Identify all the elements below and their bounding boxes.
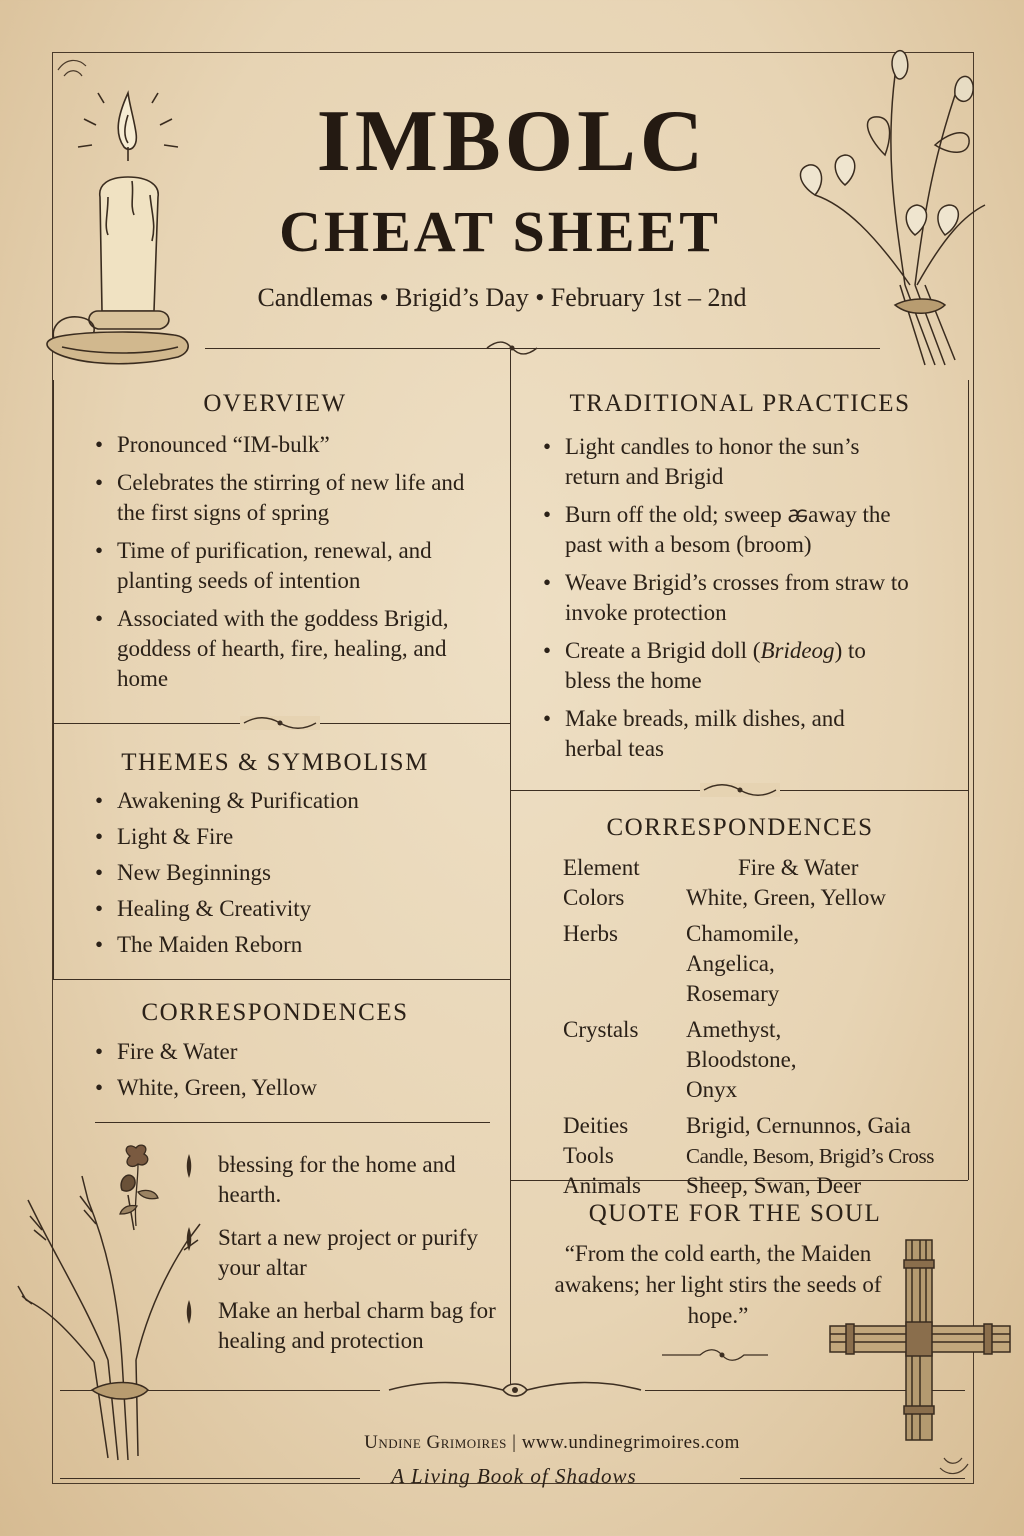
quote-heading: QUOTE FOR THE SOUL [588, 1200, 882, 1227]
themes-heading: THEMES & SYMBOLISM [121, 749, 429, 776]
row-key: Herbs [563, 921, 618, 946]
table-row [563, 1015, 963, 1111]
table-row [563, 919, 963, 1015]
themes-list [95, 786, 495, 966]
row-key: Crystals [563, 1017, 639, 1042]
leaf-bullet-icon [186, 1227, 192, 1251]
rituals-list [186, 1150, 496, 1369]
themes-divider [53, 979, 510, 980]
correspondences-left-divider [95, 1122, 490, 1123]
row-key: Colors [563, 885, 625, 910]
page-title: IMBOLC [316, 93, 708, 190]
correspondences-left-heading: CORRESPONDENCES [141, 999, 409, 1026]
doll-prefix: Create a Brigid doll ( [565, 638, 761, 663]
correspondences-table [563, 853, 963, 1201]
footer-credit [0, 1432, 1024, 1454]
footer-ornament [385, 1378, 645, 1402]
row-value: Brigid, Cernunnos, Gaia [686, 1113, 911, 1138]
row-value: Fire & Water [738, 855, 859, 880]
ritual-text: Start a new project or purify your altar [218, 1225, 478, 1280]
leaf-bullet-icon [186, 1154, 192, 1178]
list-item: • Pronounced “IM-bulk” [95, 430, 495, 460]
website-link[interactable]: www.undinegrimoires.com [521, 1432, 740, 1453]
row-key: Element [563, 855, 640, 880]
snowdrop-bouquet-illustration [785, 35, 995, 375]
list-item-doll [543, 636, 905, 696]
row-value: Amethyst, Bloodstone, Onyx [686, 1017, 797, 1102]
candle-illustration [38, 85, 198, 385]
date-tagline: Candlemas • Brigid’s Day • February 1st – 2nd [257, 283, 747, 312]
doll-name: Brideog [760, 638, 835, 663]
table-row [563, 1141, 963, 1171]
footer-separator: | [512, 1432, 517, 1453]
header-ornament [485, 340, 539, 356]
row-value: White, Green, Yellow [686, 885, 886, 910]
row-value: Candle, Besom, Brigid’s Cross [686, 1144, 934, 1168]
list-item: • Light candles to honor the sun’s return and Brigid [543, 432, 915, 492]
list-item: • Fire & Water [95, 1037, 495, 1067]
corner-flourish-top-left [56, 56, 96, 86]
list-item: • Time of purification, renewal, and planting seeds of intention [95, 536, 495, 596]
list-item: • The Maiden Reborn [95, 930, 495, 960]
doll-suffix: ) to bless the home [565, 638, 866, 693]
table-row [563, 1111, 963, 1141]
footer-tagline: A Living Book of Shadows [391, 1464, 637, 1488]
flower-sprig-illustration [108, 1142, 168, 1228]
list-item: • Healing & Creativity [95, 894, 495, 924]
list-item: • Make breads, milk dishes, and herbal teas [543, 704, 865, 764]
quote-text: “From the cold earth, the Maiden awakens; her light stirs the seeds of hope.” [554, 1241, 882, 1328]
list-item: • Burn off the old; sweep ꬱaway the past with a besom (broom) [543, 500, 905, 560]
row-key: Animals [563, 1173, 641, 1198]
overview-list [95, 430, 495, 702]
row-key: Tools [563, 1143, 614, 1168]
list-item [186, 1296, 496, 1356]
leaf-bullet-icon [186, 1300, 192, 1324]
ritual-text: Make an herbal charm bag for healing and protection [218, 1298, 496, 1353]
table-row [563, 1171, 963, 1201]
header-divider [205, 348, 880, 349]
correspondences-left-list [95, 1037, 495, 1109]
list-item [186, 1150, 496, 1210]
list-item: • Light & Fire [95, 822, 495, 852]
practices-heading: TRADITIONAL PRACTICES [569, 390, 911, 417]
row-key: Deities [563, 1113, 629, 1138]
list-item: • Awakening & Purification [95, 786, 495, 816]
practices-ornament [700, 783, 780, 797]
list-item: • Weave Brigid’s crosses from straw to invoke protection [543, 568, 948, 628]
practices-list [543, 432, 948, 772]
list-item [186, 1223, 496, 1283]
overview-heading: OVERVIEW [203, 390, 347, 417]
row-value: Sheep, Swan, Deer [686, 1173, 862, 1198]
column-divider [510, 350, 511, 1385]
left-box-edge [53, 380, 54, 980]
ritual-text: bƚessing for the home and hearth. [218, 1152, 456, 1207]
brand-name: Undine Grimoires [364, 1432, 507, 1453]
quote-ornament [660, 1348, 770, 1362]
list-item: • Celebrates the stirring of new life and the first signs of spring [95, 468, 495, 528]
table-row [563, 853, 963, 883]
list-item: • New Beginnings [95, 858, 495, 888]
table-row [563, 883, 963, 919]
row-value: Chamomile, Angelica, Rosemary [686, 921, 800, 1006]
overview-ornament [240, 716, 320, 730]
list-item: • White, Green, Yellow [95, 1073, 495, 1103]
right-box-edge [968, 380, 969, 1180]
list-item: • Associated with the goddess Brigid, goddess of hearth, fire, healing, and home [95, 604, 477, 694]
page-subtitle: CHEAT SHEET [279, 199, 721, 264]
correspondences-right-heading: CORRESPONDENCES [606, 814, 874, 841]
